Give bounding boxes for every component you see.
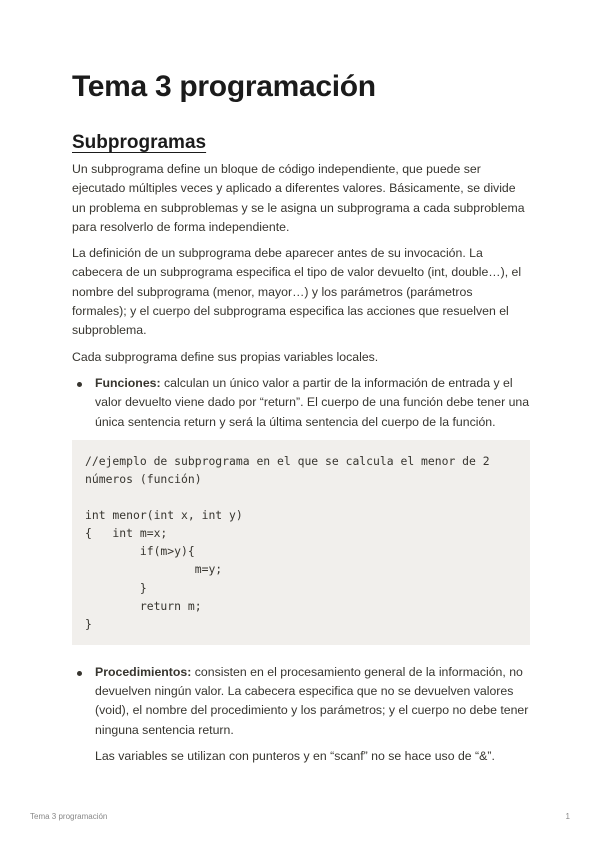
paragraph: Un subprograma define un bloque de código independiente, que puede ser ejecutado múltiples veces y aplicado a diferentes valores. Básicamente, se divide un problema en subproblemas y se le asigna un subprograma a cada subproblema para resolverlo de forma independiente. [72,162,525,234]
code-line: m=y; [85,562,223,577]
item-title: Funciones: [95,375,161,390]
code-line: } [85,580,147,595]
code-line: //ejemplo de subprograma en el que se calcula el menor de 2 [85,453,490,468]
list-item-note: Las variables se utilizan con punteros y en “scanf” no se hace uso de “&”. [95,748,495,763]
item-title: Procedimientos: [95,664,192,679]
list-item-text [95,374,530,432]
code-line: números (función) [85,471,202,486]
code-line: } [85,616,92,631]
page-number: 1 [565,812,570,821]
bullet-list [72,374,530,432]
footer-title: Tema 3 programación [30,812,108,821]
item-description: consisten en el procesamiento general de la información, no devuelven ningún valor. La cabecera especifica que no se devuelven valores (void), el nombre del procedimiento y los parámetros; y el cuerpo no debe tener ninguna sentencia return. [95,664,529,737]
section-heading: Subprogramas [72,132,207,153]
paragraph: Cada subprograma define sus propias variables locales. [72,349,379,364]
document-body [72,160,530,773]
paragraph: La definición de un subprograma debe aparecer antes de su invocación. La cabecera de un subprograma especifica el tipo de valor devuelto (int, double…), el nombre del subprograma (menor, mayor…) y los parámetros (parámetros formales); y el cuerpo del subprograma especifica las acciones que resuelven el subproblema. [72,246,522,338]
list-item-procedimientos [72,663,530,766]
code-line: if(m>y){ [85,544,195,559]
code-line [85,488,515,506]
code-block [72,440,530,645]
bullet-icon [77,671,82,676]
list-item-funciones [72,374,530,432]
item-description: calculan un único valor a partir de la información de entrada y el valor devuelto viene dado por “return”. El cuerpo de una función debe tener una única sentencia return y será la última sentencia del cuerpo de la función. [95,375,530,429]
code-line: return m; [85,598,202,613]
bullet-icon [77,382,82,387]
code-line: { int m=x; [85,526,168,541]
list-item-text [95,663,530,740]
code-line: int menor(int x, int y) [85,508,243,523]
page-title: Tema 3 programación [72,70,376,103]
bullet-list [72,663,530,766]
